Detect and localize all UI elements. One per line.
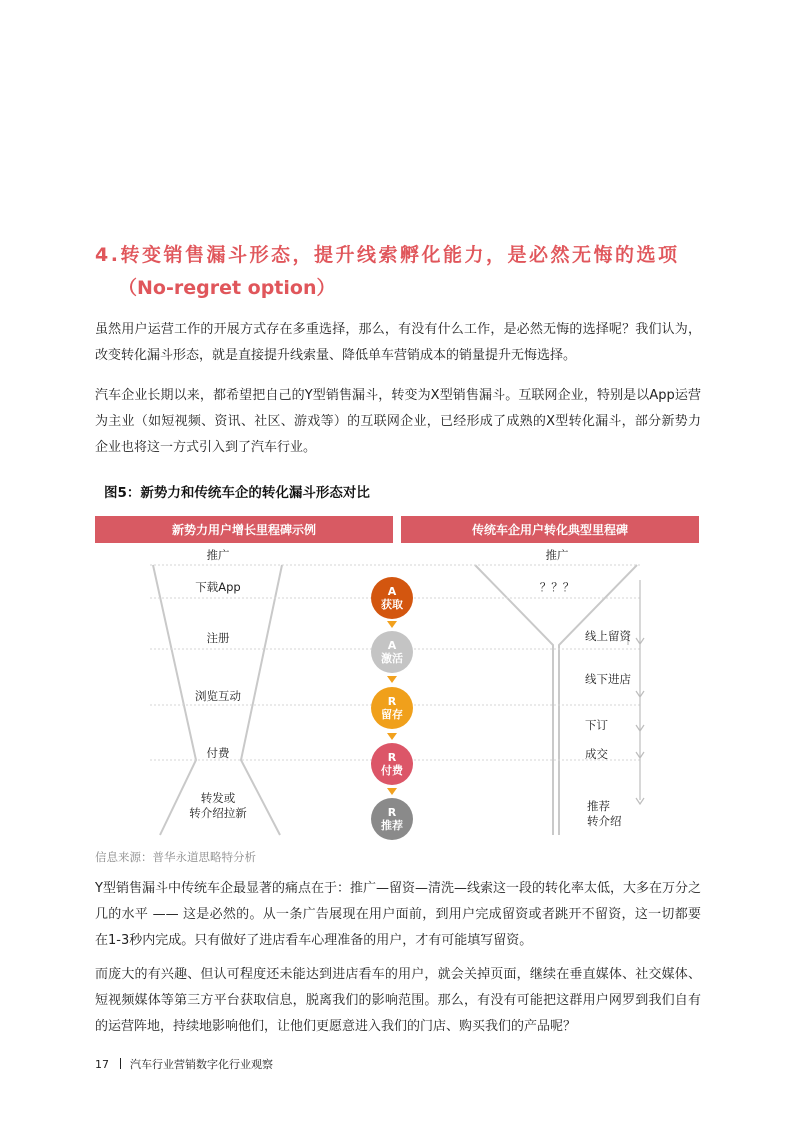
down-arrow-icon: [387, 676, 397, 683]
right-header-label: 传统车企用户转化典型里程碑: [471, 523, 628, 537]
left-stage-register: 注册: [206, 631, 230, 645]
aarrr-label: 留存: [381, 708, 403, 721]
right-stage-online-lead: 线上留资: [585, 629, 631, 643]
aarrr-label: 付费: [381, 764, 403, 777]
section-subtitle: （No-regret option）: [118, 277, 336, 299]
paragraph-4: 而庞大的有兴趣、但认可程度还未能达到进店看车的用户，就会关掉页面，继续在垂直媒体、社交媒体、短视频媒体等第三方平台获取信息，脱离我们的影响范围。那么，有没有可能把这群用户网罗到我们自有的运营阵地，持续地影响他们，让他们更愿意进入我们的门店、购买我们的产品呢？: [95, 967, 701, 1034]
left-stage-download-app: 下载App: [195, 580, 241, 594]
right-stage-order: 下订: [585, 718, 608, 732]
right-stage-store-visit: 线下进店: [585, 672, 631, 686]
figure-source: 信息来源：普华永道思略特分析: [95, 850, 256, 864]
aarrr-letter: A: [387, 639, 397, 652]
aarrr-retention-circle: [371, 687, 413, 729]
left-header-label: 新势力用户增长里程碑示例: [171, 523, 316, 537]
right-stage-deal: 成交: [585, 747, 608, 761]
figure-title: 图5：新势力和传统车企的转化漏斗形态对比: [104, 485, 370, 501]
left-stage-browse: 浏览互动: [195, 689, 241, 703]
left-stage-pay: 付费: [206, 746, 230, 760]
aarrr-activation-circle: [371, 631, 413, 673]
section-title: 4.转变销售漏斗形态，提升线索孵化能力，是必然无悔的选项: [95, 244, 680, 266]
paragraph-2: 汽车企业长期以来，都希望把自己的Y型销售漏斗，转变为X型销售漏斗。互联网企业，特别是以App运营为主业（如短视频、资讯、社区、游戏等）的互联网企业，已经形成了成熟的X型转化漏斗，部分新势力企业也将这一方式引入到了汽车行业。: [95, 388, 701, 455]
right-stage-referral: 转介绍: [587, 814, 622, 828]
down-arrow-icon: [387, 733, 397, 740]
aarrr-acquisition-circle: [371, 577, 413, 619]
aarrr-letter: R: [387, 751, 397, 764]
aarrr-label: 激活: [381, 652, 403, 665]
right-stage-promotion: 推广: [545, 548, 569, 562]
aarrr-referral-circle: [371, 798, 413, 840]
left-stage-referral: 转介绍拉新: [189, 806, 247, 820]
aarrr-letter: A: [387, 585, 397, 598]
left-stage-share: 转发或: [200, 791, 236, 805]
right-stage-unknown: ？？？: [539, 580, 575, 594]
right-arrows: [628, 580, 644, 804]
down-arrow-icon: [387, 788, 397, 795]
footer-divider: [120, 1058, 121, 1069]
left-stage-promotion: 推广: [206, 548, 230, 562]
footer-doc-title: 汽车行业营销数字化行业观察: [130, 1058, 273, 1071]
page-footer: [95, 1056, 273, 1072]
right-stage-recommend: 推荐: [587, 799, 610, 813]
down-arrow-icon: [387, 621, 397, 628]
aarrr-letter: R: [387, 806, 397, 819]
aarrr-label: 获取: [381, 598, 403, 611]
page-number: 17: [95, 1058, 109, 1071]
right-funnel-y-shape: [475, 565, 637, 835]
aarrr-label: 推荐: [381, 819, 403, 832]
aarrr-revenue-circle: [371, 743, 413, 785]
aarrr-letter: R: [387, 695, 397, 708]
paragraph-1: 虽然用户运营工作的开展方式存在多重选择，那么，有没有什么工作，是必然无悔的选择呢？我们认为，改变转化漏斗形态，就是直接提升线索量、降低单车营销成本的销量提升无悔选择。: [95, 322, 701, 363]
paragraph-3: Y型销售漏斗中传统车企最显著的痛点在于：推广—留资—清洗—线索这一段的转化率太低，大多在万分之几的水平 —— 这是必然的。从一条广告展现在用户面前，到用户完成留资或者跳开不留资，这一切都要在1-3秒内完成。只有做好了进店看车心理准备的用户，才有可能填写留资。: [95, 881, 701, 948]
